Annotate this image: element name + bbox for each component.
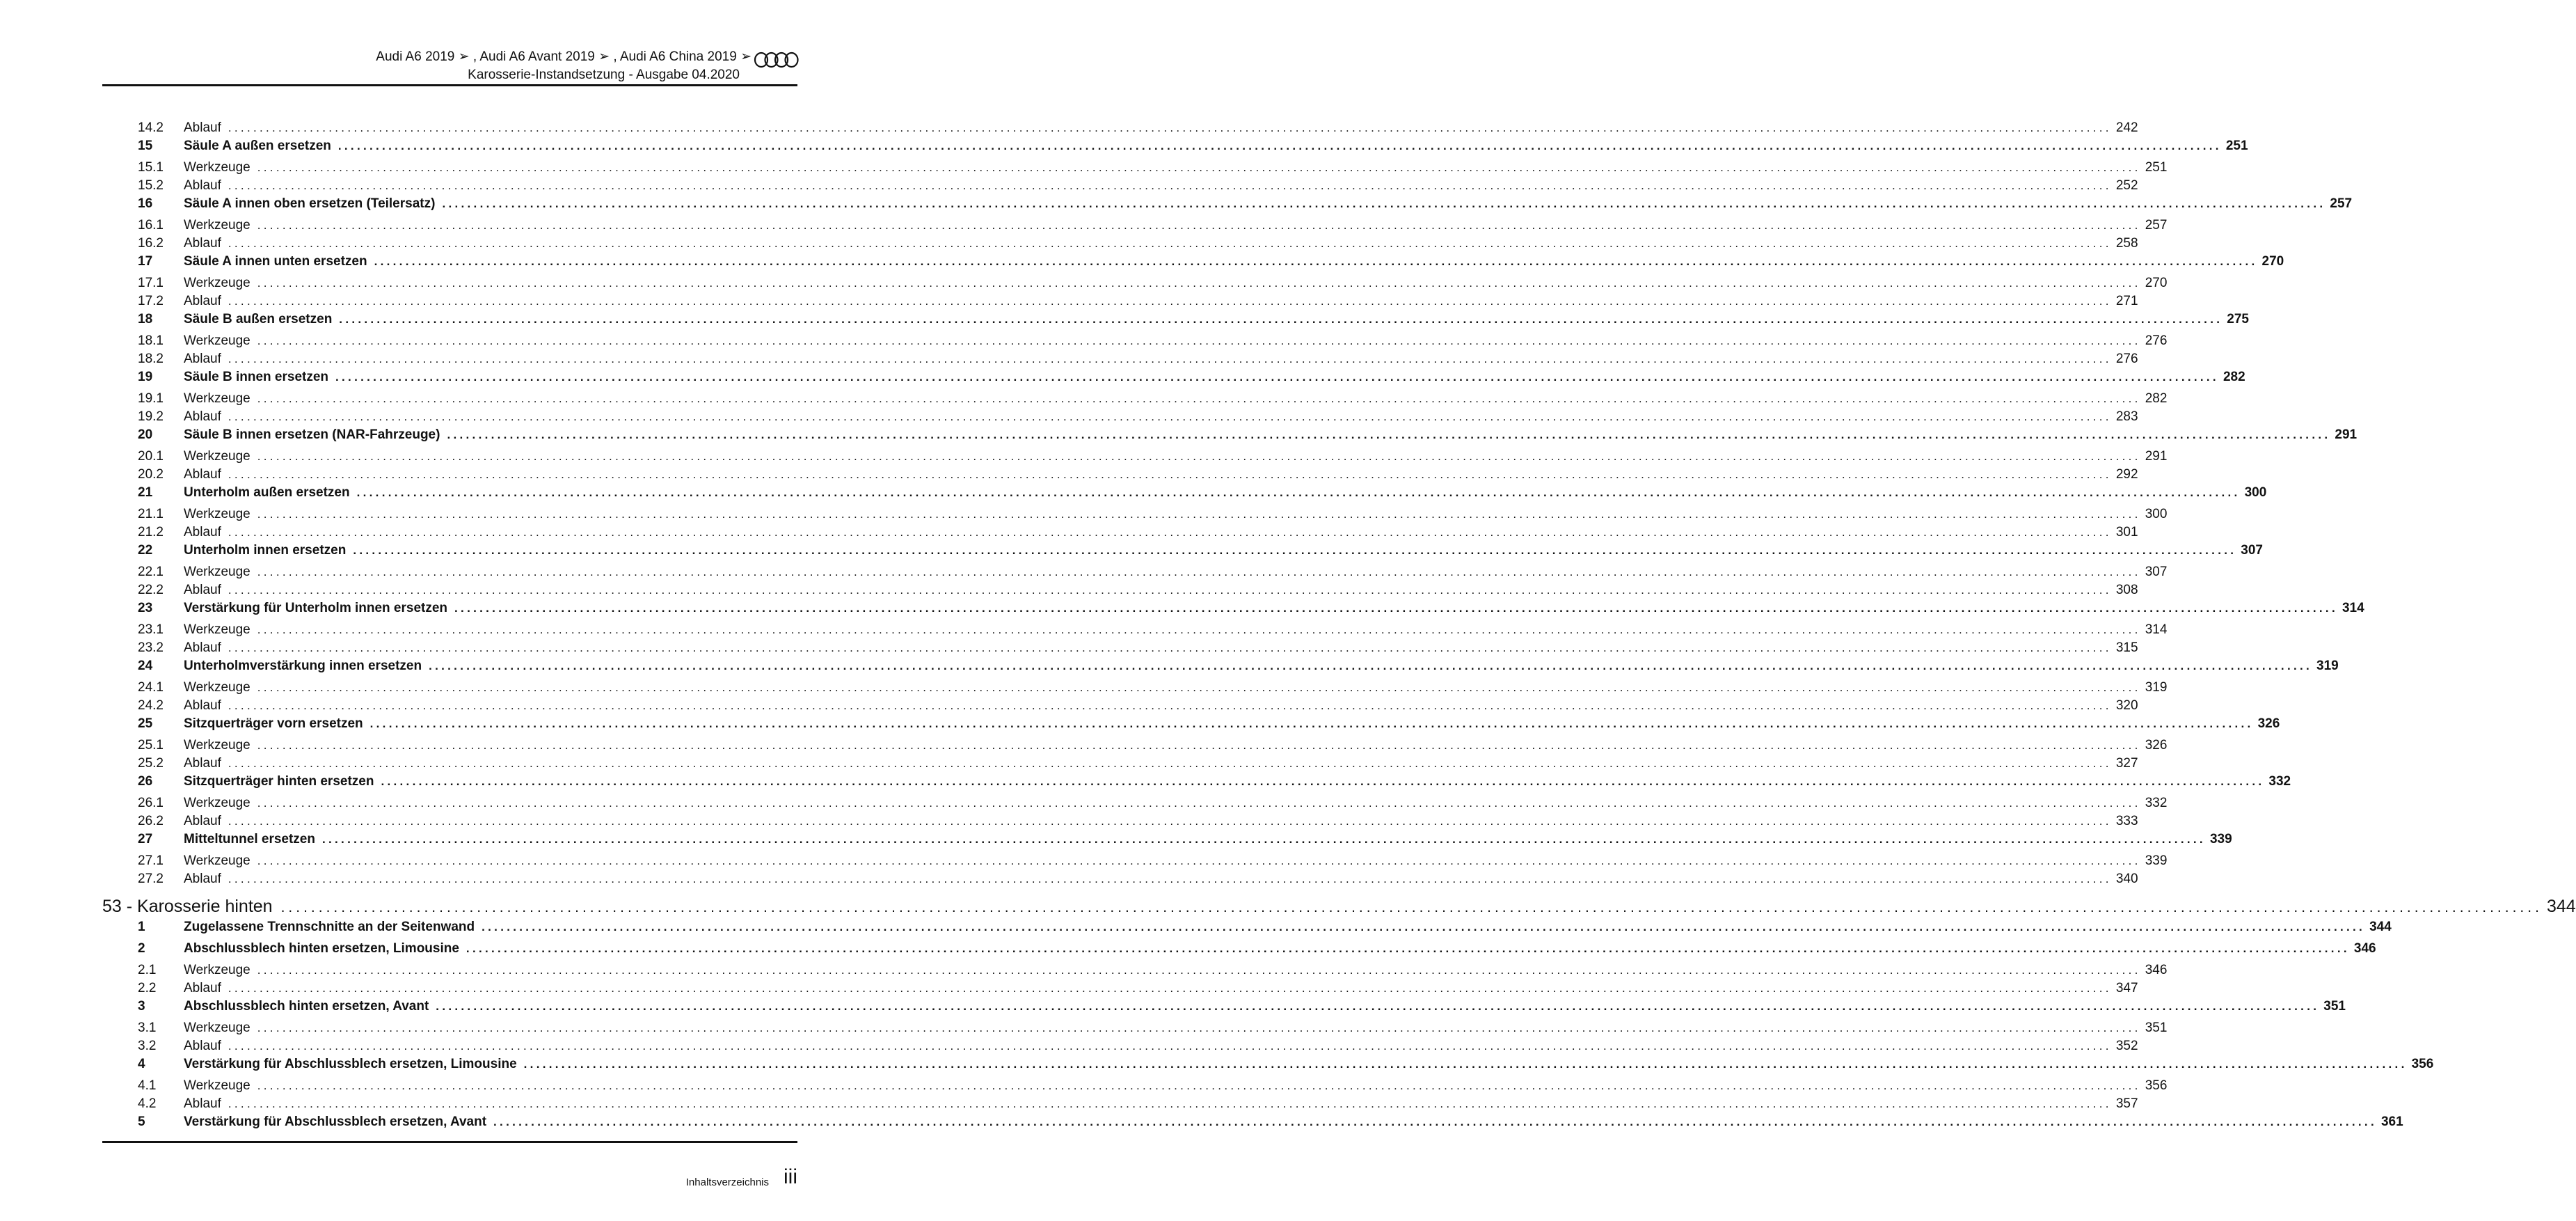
- toc-entry[interactable]: [102, 1021, 2168, 1039]
- toc-chapter[interactable]: [102, 941, 2376, 963]
- toc-entry[interactable]: [102, 391, 2168, 409]
- entry-number: 21.2: [138, 525, 164, 539]
- dot-leader: ............................................................................................................................................................................................................................................................................................................: [257, 219, 2141, 232]
- toc-entry[interactable]: [102, 294, 2138, 312]
- footer-section: Inhaltsverzeichnis: [685, 1176, 769, 1188]
- entry-page: 339: [2145, 853, 2168, 868]
- entry-title: Werkzeuge: [184, 796, 251, 810]
- entry-title: Unterholmverstärkung innen ersetzen: [184, 659, 422, 673]
- entry-title: Ablauf: [184, 583, 221, 597]
- entry-page: 258: [2115, 236, 2138, 251]
- dot-leader: ............................................................................................................................................................................................................................................................................................................: [454, 601, 2338, 615]
- entry-number: 23.2: [138, 640, 164, 655]
- dot-leader: ............................................................................................................................................................................................................................................................................................................: [228, 468, 2112, 481]
- entry-page: 332: [2145, 796, 2168, 810]
- entry-title: Säule A innen unten ersetzen: [184, 254, 367, 269]
- entry-number: 3: [138, 999, 145, 1014]
- entry-number: 25.1: [138, 738, 164, 753]
- entry-title: Werkzeuge: [184, 276, 251, 290]
- footer-page-number: iii: [784, 1165, 797, 1188]
- dot-leader: ............................................................................................................................................................................................................................................................................................................: [447, 428, 2331, 441]
- entry-page: 344: [2546, 897, 2576, 916]
- entry-title: Ablauf: [184, 698, 221, 713]
- entry-title: Werkzeuge: [184, 1078, 251, 1093]
- dot-leader: ............................................................................................................................................................................................................................................................................................................: [523, 1057, 2408, 1071]
- toc-entry[interactable]: [102, 1096, 2138, 1114]
- toc-chapter[interactable]: [102, 254, 2284, 276]
- entry-page: 271: [2115, 294, 2138, 308]
- entry-page: 352: [2115, 1039, 2138, 1053]
- entry-title: Abschlussblech hinten ersetzen, Avant: [184, 999, 429, 1014]
- dot-leader: ............................................................................................................................................................................................................................................................................................................: [228, 410, 2112, 423]
- entry-title: Sitzquerträger vorn ersetzen: [184, 716, 363, 731]
- entry-number: 24.1: [138, 680, 164, 695]
- entry-page: 252: [2115, 178, 2138, 193]
- entry-page: 276: [2115, 352, 2138, 366]
- entry-title: Säule B innen ersetzen (NAR-Fahrzeuge): [184, 427, 440, 442]
- entry-page: 300: [2145, 507, 2168, 521]
- entry-title: Werkzeuge: [184, 333, 251, 348]
- dot-leader: ............................................................................................................................................................................................................................................................................................................: [257, 623, 2141, 636]
- dot-leader: ............................................................................................................................................................................................................................................................................................................: [228, 699, 2112, 712]
- entry-number: 24: [138, 659, 153, 673]
- dot-leader: ............................................................................................................................................................................................................................................................................................................: [257, 450, 2141, 463]
- dot-leader: ............................................................................................................................................................................................................................................................................................................: [337, 139, 2222, 152]
- header-subtitle: Karosserie-Instandsetzung - Ausgabe 04.2020: [468, 68, 740, 82]
- entry-number: 15: [138, 139, 153, 153]
- table-of-contents: [102, 120, 2576, 1136]
- entry-page: 346: [2145, 963, 2168, 977]
- entry-number: 26.2: [138, 814, 164, 828]
- entry-title: Werkzeuge: [184, 738, 251, 753]
- toc-chapter[interactable]: [102, 999, 2346, 1021]
- entry-title: Säule A außen ersetzen: [184, 139, 331, 153]
- entry-page: 283: [2115, 409, 2138, 424]
- dot-leader: ............................................................................................................................................................................................................................................................................................................: [257, 334, 2141, 347]
- toc-chapter[interactable]: [102, 774, 2291, 796]
- toc-entry[interactable]: [102, 333, 2168, 352]
- header-models: Audi A6 2019 ➢ , Audi A6 Avant 2019 ➢ , Audi A6 China 2019 ➢: [376, 49, 752, 64]
- toc-entry[interactable]: [102, 981, 2138, 999]
- dot-leader: ............................................................................................................................................................................................................................................................................................................: [228, 757, 2112, 770]
- toc-chapter[interactable]: [102, 370, 2245, 391]
- entry-number: 27: [138, 832, 153, 846]
- entry-page: 351: [2145, 1021, 2168, 1035]
- dot-leader: ............................................................................................................................................................................................................................................................................................................: [493, 1115, 2377, 1128]
- entry-title: Abschlussblech hinten ersetzen, Limousine: [184, 941, 459, 956]
- entry-number: 4.1: [138, 1078, 157, 1093]
- entry-page: 270: [2261, 254, 2284, 269]
- toc-entry[interactable]: [102, 622, 2168, 640]
- entry-number: 26.1: [138, 796, 164, 810]
- toc-entry[interactable]: [102, 467, 2138, 485]
- toc-entry[interactable]: [102, 236, 2138, 254]
- entry-title: Ablauf: [184, 294, 221, 308]
- entry-number: 2.1: [138, 963, 157, 977]
- entry-number: 20.2: [138, 467, 164, 482]
- toc-entry[interactable]: [102, 352, 2138, 370]
- entry-title: Ablauf: [184, 236, 221, 251]
- toc-entry[interactable]: [102, 525, 2138, 543]
- entry-page: 346: [2353, 941, 2376, 956]
- toc-entry[interactable]: [102, 449, 2168, 467]
- toc-chapter[interactable]: [102, 601, 2364, 622]
- toc-entry[interactable]: [102, 583, 2138, 601]
- dot-leader: ............................................................................................................................................................................................................................................................................................................: [228, 814, 2112, 828]
- toc-entry[interactable]: [102, 160, 2168, 178]
- audi-logo-icon: [754, 52, 800, 68]
- entry-title: Sitzquerträger hinten ersetzen: [184, 774, 374, 789]
- entry-title: Werkzeuge: [184, 680, 251, 695]
- entry-page: 347: [2115, 981, 2138, 995]
- toc-chapter[interactable]: [102, 1114, 2403, 1136]
- toc-entry[interactable]: [102, 698, 2138, 716]
- entry-page: 314: [2342, 601, 2364, 615]
- entry-number: 4: [138, 1057, 145, 1071]
- entry-number: 22: [138, 543, 153, 558]
- toc-entry[interactable]: [102, 756, 2138, 774]
- entry-number: 27.1: [138, 853, 164, 868]
- toc-chapter[interactable]: [102, 920, 2392, 941]
- entry-page: 275: [2227, 312, 2249, 326]
- toc-entry[interactable]: [102, 963, 2168, 981]
- entry-page: 327: [2115, 756, 2138, 771]
- entry-title: Werkzeuge: [184, 565, 251, 579]
- entry-page: 326: [2257, 716, 2280, 731]
- entry-page: 307: [2145, 565, 2168, 579]
- entry-title: Ablauf: [184, 352, 221, 366]
- entry-number: 3.1: [138, 1021, 157, 1035]
- entry-title: Verstärkung für Unterholm innen ersetzen: [184, 601, 448, 615]
- entry-number: 1: [138, 920, 145, 934]
- entry-page: 361: [2380, 1114, 2403, 1129]
- entry-page: 340: [2115, 872, 2138, 886]
- entry-title: Unterholm innen ersetzen: [184, 543, 347, 558]
- dot-leader: ............................................................................................................................................................................................................................................................................................................: [257, 796, 2141, 810]
- entry-page: 356: [2411, 1057, 2434, 1071]
- entry-number: 15.1: [138, 160, 164, 175]
- dot-leader: ............................................................................................................................................................................................................................................................................................................: [442, 197, 2326, 210]
- entry-number: 18.1: [138, 333, 164, 348]
- entry-number: 23: [138, 601, 153, 615]
- toc-entry[interactable]: [102, 120, 2138, 139]
- dot-leader: ............................................................................................................................................................................................................................................................................................................: [257, 276, 2141, 290]
- entry-number: 21: [138, 485, 153, 500]
- toc-entry[interactable]: [102, 218, 2168, 236]
- entry-number: 5: [138, 1114, 145, 1129]
- entry-title: Säule A innen oben ersetzen (Teilersatz): [184, 196, 436, 211]
- dot-leader: ............................................................................................................................................................................................................................................................................................................: [356, 486, 2241, 499]
- entry-number: 18: [138, 312, 153, 326]
- entry-page: 270: [2145, 276, 2168, 290]
- dot-leader: ............................................................................................................................................................................................................................................................................................................: [335, 370, 2219, 384]
- toc-entry[interactable]: [102, 1078, 2168, 1096]
- entry-title: Unterholm außen ersetzen: [184, 485, 350, 500]
- dot-leader: ............................................................................................................................................................................................................................................................................................................: [381, 775, 2265, 788]
- entry-number: 4.2: [138, 1096, 157, 1111]
- entry-title: Ablauf: [184, 120, 221, 135]
- toc-entry[interactable]: [102, 565, 2168, 583]
- toc-entry[interactable]: [102, 276, 2168, 294]
- entry-title: Säule B innen ersetzen: [184, 370, 329, 384]
- entry-title: Ablauf: [184, 640, 221, 655]
- header-rule: [102, 84, 797, 86]
- entry-page: 319: [2316, 659, 2339, 673]
- entry-number: 17.2: [138, 294, 164, 308]
- entry-number: 23.1: [138, 622, 164, 637]
- dot-leader: ............................................................................................................................................................................................................................................................................................................: [228, 583, 2112, 597]
- dot-leader: ............................................................................................................................................................................................................................................................................................................: [257, 739, 2141, 752]
- toc-entry[interactable]: [102, 872, 2138, 890]
- dot-leader: ............................................................................................................................................................................................................................................................................................................: [257, 565, 2141, 578]
- entry-page: 326: [2145, 738, 2168, 753]
- entry-title: Werkzeuge: [184, 449, 251, 464]
- entry-number: 20.1: [138, 449, 164, 464]
- dot-leader: ............................................................................................................................................................................................................................................................................................................: [429, 659, 2313, 672]
- entry-page: 282: [2145, 391, 2168, 406]
- entry-number: 2: [138, 941, 145, 956]
- dot-leader: ............................................................................................................................................................................................................................................................................................................: [374, 255, 2258, 268]
- entry-title: Werkzeuge: [184, 1021, 251, 1035]
- entry-number: 17.1: [138, 276, 164, 290]
- toc-entry[interactable]: [102, 738, 2168, 756]
- toc-entry[interactable]: [102, 1039, 2138, 1057]
- entry-number: 22.1: [138, 565, 164, 579]
- dot-leader: ............................................................................................................................................................................................................................................................................................................: [257, 392, 2141, 405]
- dot-leader: ............................................................................................................................................................................................................................................................................................................: [436, 1000, 2320, 1013]
- toc-entry[interactable]: [102, 640, 2138, 659]
- entry-page: 339: [2209, 832, 2232, 846]
- toc-chapter[interactable]: [102, 196, 2353, 218]
- toc-entry[interactable]: [102, 178, 2138, 196]
- entry-title: Mitteltunnel ersetzen: [184, 832, 315, 846]
- dot-leader: ............................................................................................................................................................................................................................................................................................................: [257, 854, 2141, 867]
- entry-page: 242: [2115, 120, 2138, 135]
- entry-page: 300: [2244, 485, 2267, 500]
- entry-page: 292: [2115, 467, 2138, 482]
- dot-leader: ............................................................................................................................................................................................................................................................................................................: [353, 544, 2237, 557]
- entry-page: 257: [2330, 196, 2353, 211]
- entry-page: 320: [2115, 698, 2138, 713]
- entry-page: 356: [2145, 1078, 2168, 1093]
- dot-leader: ............................................................................................................................................................................................................................................................................................................: [228, 1097, 2112, 1110]
- entry-title: Ablauf: [184, 467, 221, 482]
- entry-number: 20: [138, 427, 153, 442]
- entry-page: 314: [2145, 622, 2168, 637]
- entry-title: Ablauf: [184, 409, 221, 424]
- toc-chapter[interactable]: [102, 543, 2263, 565]
- entry-title: Ablauf: [184, 178, 221, 193]
- entry-title: Werkzeuge: [184, 160, 251, 175]
- dot-leader: ............................................................................................................................................................................................................................................................................................................: [280, 899, 2543, 915]
- toc-chapter[interactable]: [102, 659, 2339, 680]
- dot-leader: ............................................................................................................................................................................................................................................................................................................: [257, 161, 2141, 174]
- entry-page: 357: [2115, 1096, 2138, 1111]
- toc-chapter[interactable]: [102, 312, 2249, 333]
- entry-title: Zugelassene Trennschnitte an der Seitenwand: [184, 920, 475, 934]
- entry-title: 53 - Karosserie hinten: [102, 897, 273, 916]
- entry-number: 2.2: [138, 981, 157, 995]
- entry-title: Werkzeuge: [184, 391, 251, 406]
- entry-number: 19.2: [138, 409, 164, 424]
- entry-page: 308: [2115, 583, 2138, 597]
- dot-leader: ............................................................................................................................................................................................................................................................................................................: [257, 963, 2141, 977]
- entry-title: Werkzeuge: [184, 963, 251, 977]
- dot-leader: ............................................................................................................................................................................................................................................................................................................: [228, 179, 2112, 192]
- dot-leader: ............................................................................................................................................................................................................................................................................................................: [257, 1079, 2141, 1092]
- dot-leader: ............................................................................................................................................................................................................................................................................................................: [257, 681, 2141, 694]
- entry-title: Werkzeuge: [184, 853, 251, 868]
- entry-number: 3.2: [138, 1039, 157, 1053]
- dot-leader: ............................................................................................................................................................................................................................................................................................................: [257, 1021, 2141, 1034]
- entry-page: 307: [2241, 543, 2263, 558]
- entry-title: Verstärkung für Abschlussblech ersetzen, Limousine: [184, 1057, 517, 1071]
- toc-chapter[interactable]: [102, 832, 2232, 853]
- entry-page: 291: [2145, 449, 2168, 464]
- footer-rule: [102, 1141, 797, 1143]
- toc-chapter[interactable]: [102, 139, 2248, 160]
- dot-leader: ............................................................................................................................................................................................................................................................................................................: [228, 982, 2112, 995]
- entry-page: 251: [2225, 139, 2248, 153]
- entry-number: 25: [138, 716, 153, 731]
- entry-page: 333: [2115, 814, 2138, 828]
- toc-chapter[interactable]: [102, 1057, 2434, 1078]
- entry-number: 19: [138, 370, 153, 384]
- entry-title: Ablauf: [184, 981, 221, 995]
- entry-number: 22.2: [138, 583, 164, 597]
- entry-title: Ablauf: [184, 525, 221, 539]
- toc-entry[interactable]: [102, 680, 2168, 698]
- entry-page: 332: [2268, 774, 2291, 789]
- entry-number: 19.1: [138, 391, 164, 406]
- dot-leader: ............................................................................................................................................................................................................................................................................................................: [228, 1039, 2112, 1053]
- entry-page: 291: [2335, 427, 2358, 442]
- entry-number: 26: [138, 774, 153, 789]
- entry-page: 315: [2115, 640, 2138, 655]
- entry-page: 319: [2145, 680, 2168, 695]
- dot-leader: ............................................................................................................................................................................................................................................................................................................: [482, 920, 2366, 934]
- dot-leader: ............................................................................................................................................................................................................................................................................................................: [339, 313, 2223, 326]
- toc-entry[interactable]: [102, 814, 2138, 832]
- dot-leader: ............................................................................................................................................................................................................................................................................................................: [321, 833, 2206, 846]
- toc-chapter[interactable]: [102, 427, 2358, 449]
- entry-number: 27.2: [138, 872, 164, 886]
- entry-page: 344: [2369, 920, 2392, 934]
- entry-number: 25.2: [138, 756, 164, 771]
- entry-page: 251: [2145, 160, 2168, 175]
- dot-leader: ............................................................................................................................................................................................................................................................................................................: [228, 872, 2112, 885]
- entry-page: 351: [2323, 999, 2346, 1014]
- entry-title: Werkzeuge: [184, 218, 251, 233]
- entry-title: Ablauf: [184, 756, 221, 771]
- entry-number: 21.1: [138, 507, 164, 521]
- dot-leader: ............................................................................................................................................................................................................................................................................................................: [228, 352, 2112, 365]
- entry-title: Werkzeuge: [184, 622, 251, 637]
- toc-section[interactable]: [102, 897, 2576, 920]
- dot-leader: ............................................................................................................................................................................................................................................................................................................: [466, 942, 2350, 955]
- entry-title: Ablauf: [184, 814, 221, 828]
- entry-number: 17: [138, 254, 153, 269]
- dot-leader: ............................................................................................................................................................................................................................................................................................................: [228, 641, 2112, 654]
- entry-title: Säule B außen ersetzen: [184, 312, 333, 326]
- entry-title: Ablauf: [184, 1039, 221, 1053]
- entry-title: Werkzeuge: [184, 507, 251, 521]
- entry-page: 257: [2145, 218, 2168, 233]
- dot-leader: ............................................................................................................................................................................................................................................................................................................: [228, 121, 2112, 134]
- toc-entry[interactable]: [102, 409, 2138, 427]
- entry-title: Verstärkung für Abschlussblech ersetzen, Avant: [184, 1114, 487, 1129]
- entry-number: 16.1: [138, 218, 164, 233]
- entry-number: 14.2: [138, 120, 164, 135]
- entry-page: 282: [2223, 370, 2245, 384]
- entry-number: 18.2: [138, 352, 164, 366]
- dot-leader: ............................................................................................................................................................................................................................................................................................................: [228, 237, 2112, 250]
- entry-page: 276: [2145, 333, 2168, 348]
- entry-number: 16.2: [138, 236, 164, 251]
- entry-page: 301: [2115, 525, 2138, 539]
- entry-title: Ablauf: [184, 1096, 221, 1111]
- dot-leader: ............................................................................................................................................................................................................................................................................................................: [257, 507, 2141, 521]
- toc-entry[interactable]: [102, 507, 2168, 525]
- toc-entry[interactable]: [102, 853, 2168, 872]
- toc-chapter[interactable]: [102, 716, 2280, 738]
- entry-number: 24.2: [138, 698, 164, 713]
- toc-entry[interactable]: [102, 796, 2168, 814]
- entry-number: 15.2: [138, 178, 164, 193]
- entry-title: Ablauf: [184, 872, 221, 886]
- toc-chapter[interactable]: [102, 485, 2267, 507]
- dot-leader: ............................................................................................................................................................................................................................................................................................................: [369, 717, 2254, 730]
- dot-leader: ............................................................................................................................................................................................................................................................................................................: [228, 526, 2112, 539]
- dot-leader: ............................................................................................................................................................................................................................................................................................................: [228, 294, 2112, 308]
- entry-number: 16: [138, 196, 153, 211]
